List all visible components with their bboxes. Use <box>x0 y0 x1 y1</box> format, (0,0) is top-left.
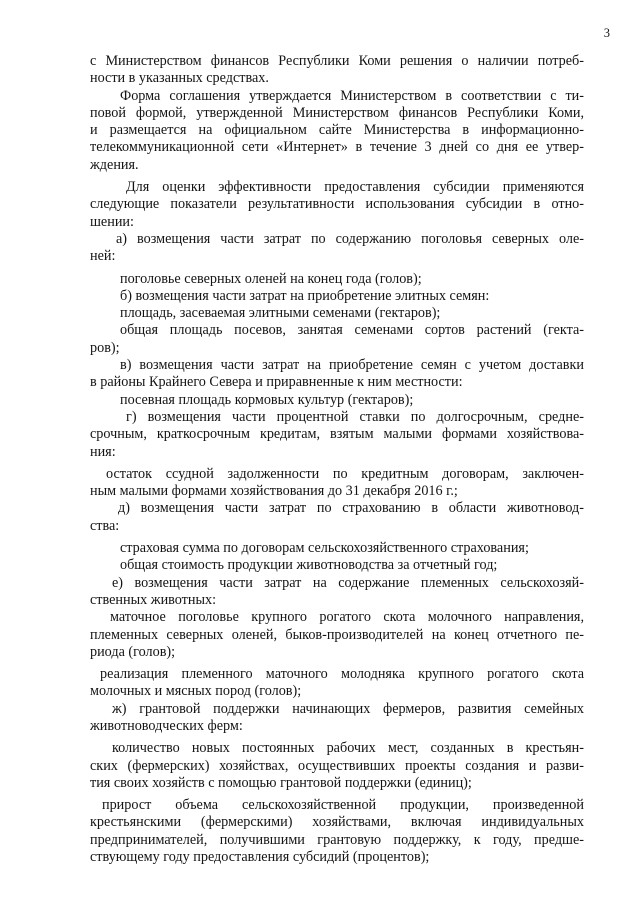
text-line: в) возмещения части затрат на приобретение семян с учетом доставки <box>120 357 584 374</box>
text-line: г) возмещения части процентной ставки по долгосрочным, средне- <box>126 408 584 425</box>
text-line: ж) грантовой поддержки начинающих фермеров, развития семейных <box>112 700 584 717</box>
text-line: Форма соглашения утверждается Министерством в соответствии с ти- <box>120 87 584 104</box>
text-line: количество новых постоянных рабочих мест, созданных в крестьян- <box>112 740 584 757</box>
text-line: ров); <box>90 339 120 356</box>
text-line: общая стоимость продукции животноводства за отчетный год; <box>120 557 498 574</box>
text-line: остаток ссудной задолженности по кредитным договорам, заключен- <box>106 465 584 482</box>
text-line: ния: <box>90 443 116 460</box>
text-line: животноводческих ферм: <box>90 717 243 734</box>
text-line: повой формой, утвержденной Министерством финансов Республики Коми, <box>90 104 584 121</box>
text-line: ства: <box>90 517 120 534</box>
text-line: срочным, краткосрочным кредитам, взятым малыми формами хозяйствова- <box>90 426 584 443</box>
text-line: и размещается на официальном сайте Министерства в информационно- <box>90 122 584 139</box>
text-line: шении: <box>90 213 134 230</box>
text-line: крестьянскими (фермерскими) хозяйствами, включая индивидуальных <box>90 814 584 831</box>
text-line: общая площадь посевов, занятая семенами сортов растений (гекта- <box>120 322 584 339</box>
text-line: страховая сумма по договорам сельскохозяйственного страхования; <box>120 540 529 557</box>
text-line: поголовье северных оленей на конец года (голов); <box>120 270 422 287</box>
text-line: следующие показатели результативности использования субсидии в отно- <box>90 196 584 213</box>
text-line: площадь, засеваемая элитными семенами (гектаров); <box>120 305 441 322</box>
text-line: реализация племенного маточного молодняка крупного рогатого скота <box>100 666 584 683</box>
text-line: е) возмещения части затрат на содержание племенных сельскохозяй- <box>112 574 584 591</box>
text-line: телекоммуникационной сети «Интернет» в течение 3 дней со дня ее утвер- <box>90 139 584 156</box>
text-line: ным малыми формами хозяйствования до 31 декабря 2016 г.; <box>90 483 458 500</box>
text-line: племенных северных оленей, быков-производителей на конец отчетного пе- <box>90 626 584 643</box>
text-line: предпринимателей, получившими грантовую поддержку, к году, предше- <box>90 831 584 848</box>
document-body <box>90 53 584 866</box>
text-line: ности в указанных средствах. <box>90 70 269 87</box>
text-line: маточное поголовье крупного рогатого скота молочного направления, <box>110 609 584 626</box>
text-line: в районы Крайнего Севера и приравненные к ним местности: <box>90 374 463 391</box>
text-line: прирост объема сельскохозяйственной продукции, произведенной <box>102 797 584 814</box>
text-line: риода (голов); <box>90 643 176 660</box>
text-line: ских (фермерских) хозяйствах, осуществивших проекты создания и разви- <box>90 757 584 774</box>
text-line: ней: <box>90 248 116 265</box>
text-line: Для оценки эффективности предоставления субсидии применяются <box>126 179 584 196</box>
text-line: молочных и мясных пород (голов); <box>90 683 302 700</box>
text-line: ствующему году предоставления субсидий (процентов); <box>90 849 430 866</box>
text-line: посевная площадь кормовых культур (гектаров); <box>120 391 414 408</box>
text-line: ственных животных: <box>90 591 217 608</box>
page-number: 3 <box>603 26 610 40</box>
text-line: с Министерством финансов Республики Коми решения о наличии потреб- <box>90 53 584 69</box>
text-line: а) возмещения части затрат по содержанию поголовья северных оле- <box>116 230 584 247</box>
text-line: тия своих хозяйств с помощью грантовой поддержки (единиц); <box>90 774 472 791</box>
text-line: б) возмещения части затрат на приобретение элитных семян: <box>120 287 490 304</box>
text-line: ждения. <box>90 156 139 173</box>
text-line: д) возмещения части затрат по страхованию в области животновод- <box>118 500 584 517</box>
